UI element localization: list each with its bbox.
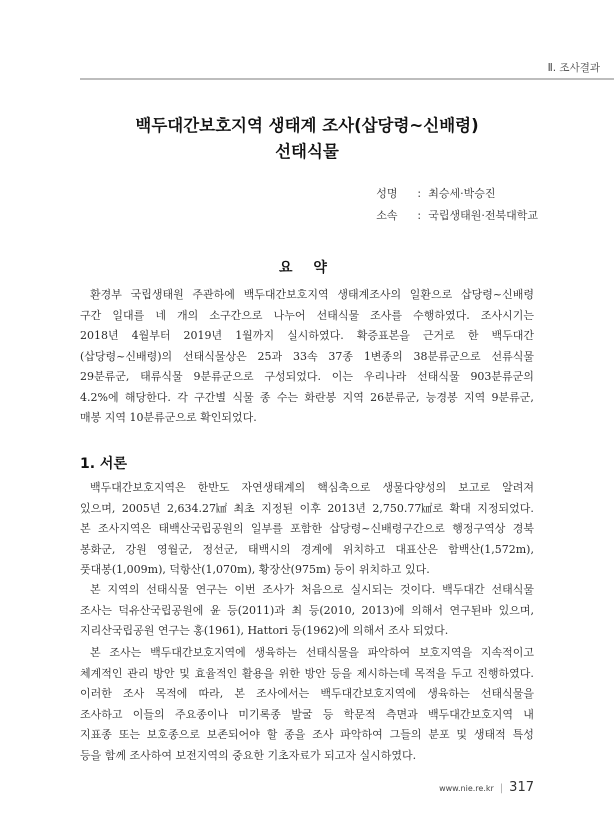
author-affiliation: 국립생태원·전북대학교: [428, 209, 538, 222]
author-block: 성명 : 최승세·박승진 소속 : 국립생태원·전북대학교: [376, 183, 538, 227]
text-line: 있으며, 2005년 2,634.27㎢ 최초 지정된 이후 2013년 2,750.77㎢로 확대 지정되었다.: [80, 501, 534, 515]
text-line: 환경부 국립생태원 주관하에 백두대간보호지역 생태계조사의 일환으로 삽당령~신배령: [90, 288, 534, 301]
text-line: 백두대간보호지역은 한반도 자연생태계의 핵심축으로 생물다양성의 보고로 알려져: [90, 481, 534, 494]
text-line: 매봉 지역 10분류군으로 확인되었다.: [80, 411, 257, 424]
text-line: (삽당령~신배령)의 선태식물상은 25과 33속 37종 1변종의 38분류군으로 선류식물: [80, 349, 534, 363]
page-footer: www.nie.re.kr | 317: [439, 780, 534, 795]
text-line: 본 조사는 백두대간보호지역에 생육하는 선태식물을 파악하여 보호지역을 지속적이고: [90, 646, 534, 659]
section-label: Ⅱ. 조사결과: [547, 62, 600, 74]
intro-paragraph-3: [80, 643, 534, 766]
text-line: 봉화군, 강원 영월군, 정선군, 태백시의 경계에 위치하고 대표산은 함백산(1,572m),: [80, 542, 534, 556]
footer-url: www.nie.re.kr: [439, 784, 494, 793]
text-line: 지표종 또는 보호종으로 보존되어야 할 종을 조사 파악하여 그들의 분포 및 생태적 특성: [80, 728, 534, 741]
text-line: 조사하고 이들의 주요종이나 미기록종 발굴 등 학문적 측면과 백두대간보호지역 내: [80, 707, 534, 721]
text-line: 등을 함께 조사하여 보전지역의 중요한 기초자료가 되고자 실시하였다.: [80, 748, 417, 762]
text-line: 지리산국립공원 연구는 홍(1961), Hattori 등(1962)에 의해서 조사 되었다.: [80, 624, 449, 637]
title-line-2: 선태식물: [275, 142, 339, 161]
header-rule: [80, 78, 614, 80]
text-line: 풋대봉(1,009m), 덕항산(1,070m), 황장산(975m) 등이 위치하고 있다.: [80, 563, 430, 576]
text-line: 2018년 4월부터 2019년 1월까지 실시하였다. 확증표본을 근거로 한 백두대간: [80, 329, 534, 342]
text-line: 체계적인 관리 방안 및 효율적인 활용을 위한 방안 등을 제시하는데 목적을 두고 진행하였다.: [80, 666, 534, 680]
paper-title: [0, 113, 614, 165]
intro-paragraph-1: [80, 478, 534, 581]
affiliation-label: 소속: [376, 209, 398, 222]
text-line: 4.2%에 해당한다. 각 구간별 식물 종 수는 화란봉 지역 26분류군, 능경봉 지역 9분류군,: [80, 390, 534, 404]
abstract-heading: 요 약: [279, 260, 335, 276]
text-line: 구간 일대를 네 개의 소구간으로 나누어 선태식물 조사를 수행하였다. 조사시기는: [80, 308, 534, 322]
name-label: 성명: [376, 187, 398, 200]
text-line: 본 지역의 선태식물 연구는 이번 조사가 처음으로 실시되는 것이다. 백두대간 선태식물: [90, 583, 534, 596]
title-line-1: 백두대간보호지역 생태계 조사(삽당령~신배령): [135, 116, 479, 135]
intro-paragraph-2: [80, 580, 534, 642]
text-line: 조사는 덕유산국립공원에 윤 등(2011)과 최 등(2010, 2013)에 의해서 연구된바 있으며,: [80, 603, 534, 617]
text-line: 본 조사지역은 태백산국립공원의 일부를 포함한 삽당령~신배령구간으로 행정구역상 경북: [80, 522, 534, 535]
text-line: 29분류군, 태류식물 9분류군으로 구성되었다. 이는 우리나라 선태식물 903분류군의: [80, 370, 534, 383]
section-heading-intro: 1. 서론: [80, 456, 127, 472]
text-line: 이러한 조사 목적에 따라, 본 조사에서는 백두대간보호지역에 생육하는 선태식물을: [80, 687, 534, 700]
abstract-body: [80, 285, 534, 429]
page-number: 317: [509, 780, 534, 795]
author-names: 최승세·박승진: [428, 187, 496, 200]
